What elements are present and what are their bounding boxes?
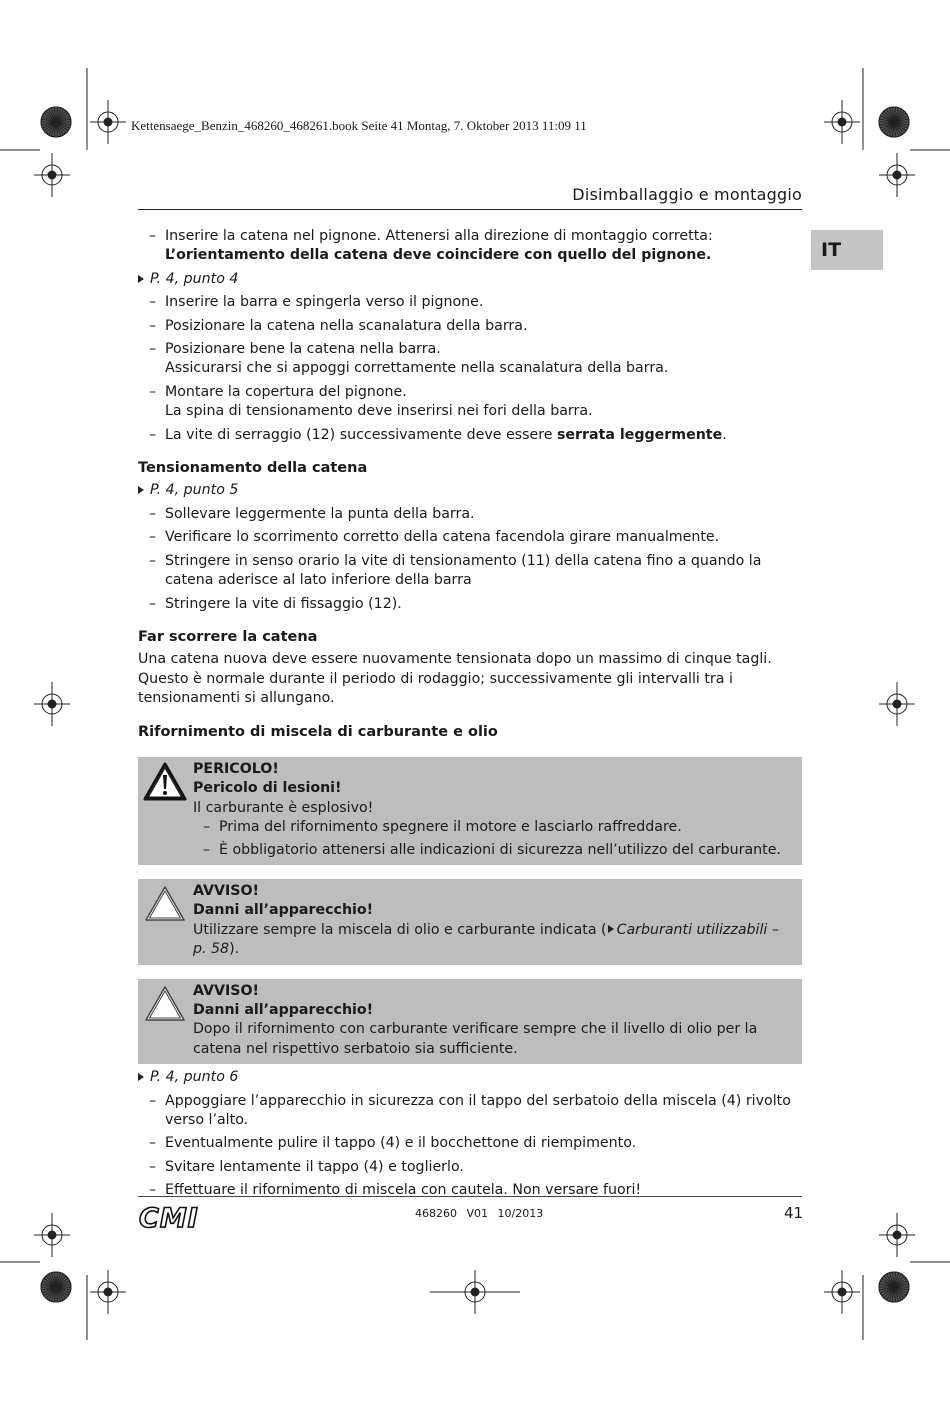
notice-triangle-icon (143, 884, 187, 924)
list-item: – Stringere la vite di fissaggio (12). (149, 595, 402, 612)
footer-divider (138, 1196, 802, 1197)
page-number: 41 (784, 1204, 804, 1222)
notice-label: AVVISO! (193, 882, 260, 899)
arrow-icon (608, 925, 614, 933)
figure-reference: P. 4, punto 6 (138, 1068, 802, 1087)
file-meta-line: Kettensaege_Benzin_468260_468261.book Seite 41 Montag, 7. Oktober 2013 11:09 11 (131, 118, 587, 133)
main-content (138, 227, 802, 1205)
page-section-title: Disimballaggio e montaggio (572, 185, 802, 204)
list-item: – Eventualmente pulire il tappo (4) e il bocchettone di riempimento. (149, 1135, 637, 1152)
language-tab: IT (811, 230, 883, 270)
arrow-icon (138, 1073, 144, 1081)
list-item: – Prima del rifornimento spegnere il motore e lasciarlo raffreddare. (203, 819, 682, 836)
list-item: – Sollevare leggermente la punta della barra. (149, 505, 475, 522)
notice-triangle-icon (143, 984, 187, 1024)
list-item: – La vite di serraggio (12) successivamente deve essere serrata leggermente. (149, 426, 727, 443)
header-divider (138, 209, 802, 210)
section-heading: Rifornimento di miscela di carburante e olio (138, 723, 498, 740)
danger-box (138, 757, 802, 865)
list-item: – Effettuare il rifornimento di miscela con cautela. Non versare fuori! (149, 1182, 642, 1199)
notice-text: Utilizzare sempre la miscela di olio e carburante indicata ( Carburanti utilizzabili – p. 58). (193, 921, 779, 958)
svg-text:CMI: CMI (139, 1203, 199, 1231)
cmi-logo (137, 1203, 233, 1231)
list-item: – Posizionare la catena nella scanalatura della barra. (149, 317, 528, 334)
arrow-icon (138, 275, 144, 283)
notice-label: AVVISO! (193, 982, 260, 999)
notice-subtitle: Danni all’apparecchio! (193, 902, 374, 919)
section-heading: Far scorrere la catena (138, 628, 318, 645)
list-item: – È obbligatorio attenersi alle indicazioni di sicurezza nell’utilizzo del carburante. (203, 841, 781, 858)
danger-text: Il carburante è esplosivo! (193, 799, 374, 816)
figure-reference: P. 4, punto 5 (138, 481, 802, 500)
paragraph: Una catena nuova deve essere nuovamente tensionata dopo un massimo di cinque tagli. Questo è normale durante il periodo di rodaggio; successivamente gli intervalli tra i tensionamenti si allungano. (138, 651, 772, 707)
section-heading: Tensionamento della catena (138, 460, 368, 477)
list-item: – Verificare lo scorrimento corretto della catena facendola girare manualmente. (149, 529, 720, 546)
danger-triangle-icon (143, 762, 187, 802)
danger-subtitle: Pericolo di lesioni! (193, 780, 342, 797)
list-item: – Appoggiare l’apparecchio in sicurezza con il tappo del serbatoio della miscela (4) rivolto verso l’alto. (149, 1092, 791, 1129)
notice-box (138, 979, 802, 1065)
arrow-icon (138, 486, 144, 494)
list-item: – Inserire la catena nel pignone. Attenersi alla direzione di montaggio corretta: L’orientamento della catena deve coincidere con quello del pignone. (149, 228, 713, 264)
list-item: – Montare la copertura del pignone. La spina di tensionamento deve inserirsi nei fori della barra. (149, 383, 593, 420)
list-item: – Stringere in senso orario la vite di tensionamento (11) della catena fino a quando la catena aderisce al lato inferiore della barra (149, 552, 762, 589)
list-item: – Svitare lentamente il tappo (4) e toglierlo. (149, 1158, 464, 1175)
notice-subtitle: Danni all’apparecchio! (193, 1002, 374, 1018)
figure-reference: P. 4, punto 4 (138, 270, 802, 289)
list-item: – Posizionare bene la catena nella barra. Assicurarsi che si appoggi correttamente nella scanalatura della barra. (149, 341, 669, 377)
list-item: – Inserire la barra e spingerla verso il pignone. (149, 294, 484, 311)
notice-text: Dopo il rifornimento con carburante verificare sempre che il livello di olio per la catena nel rispettivo serbatoio sia sufficiente. (193, 1021, 758, 1057)
danger-label: PERICOLO! (193, 760, 279, 777)
footer-code: 468260 V01 10/2013 (415, 1207, 544, 1220)
notice-box (138, 879, 802, 965)
